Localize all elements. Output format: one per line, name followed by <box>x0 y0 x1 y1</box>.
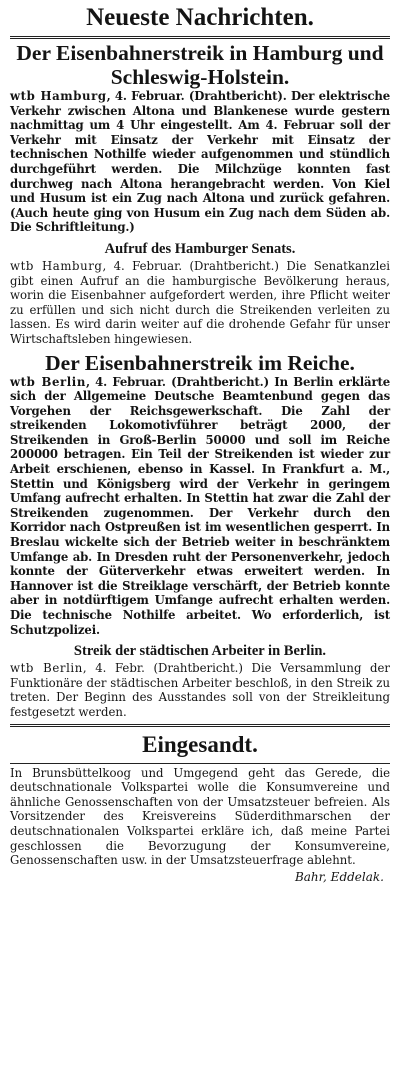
article-headline: Aufruf des Hamburger Senats. <box>104 240 296 257</box>
article-senat <box>10 240 390 347</box>
article-body <box>10 661 390 719</box>
eingesandt-rule <box>10 763 390 764</box>
article-hamburg-strike <box>10 41 390 235</box>
masthead-rule <box>10 36 390 39</box>
dateline-rest: , 4. Februar. (Drahtbericht.) <box>85 374 269 389</box>
signature: Bahr, Eddelak. <box>294 869 384 884</box>
article-headline: Der Eisenbahnerstreik in Hamburg und Schleswig-Holstein. <box>16 41 384 89</box>
eingesandt-body: In Brunsbüttelkoog und Umgegend geht das Gerede, die deutschnationale Volkspartei wolle die Konsumvereine und ähnliche Genossenschaften von der Umsatzsteuer befreien. Als Vorsitzender des Kreisvereins Süderdithmarschen der deutschnationalen Volkspartei erkläre ich, daß meine Partei geschlossen die Bevorzugung der Konsumvereine, Genossenschaften usw. in der Umsatzsteuerfrage ablehnt. <box>10 765 390 868</box>
eingesandt-headline: Eingesandt. <box>142 731 258 757</box>
dateline-rest: , 4. Februar. (Drahtbericht). <box>106 89 287 103</box>
article-body <box>10 259 390 347</box>
article-text: Die Senatkanzlei gibt einen Aufruf an die hamburgische Bevölkerung heraus, worin die Eisenbahner aufgefordert werden, ihre Pflicht weiter zu erfüllen und sich nicht durch die Streikenden verleiten zu lassen. Es wird darin weiter auf die drohende Gefahr für unser Wirtschaftsleben hingewiesen. <box>10 258 390 346</box>
article-berlin-workers <box>10 642 390 719</box>
article-headline: Der Eisenbahnerstreik im Reiche. <box>45 350 355 375</box>
article-body <box>10 89 390 235</box>
article-text: Der elektrische Verkehr zwischen Altona und Blankenese wurde gestern nachmittag um 4 Uhr eingestellt. Am 4. Februar soll der Verkehr mit Einsatz der Verkehr mit Einsatz der technischen Nothilfe wieder aufgenommen und stündlich durchgeführt werden. Die Milchzüge konnten fast durchweg nach Altona herangebracht werden. Von Kiel und Husum ist ein Zug nach Altona und zurück gefahren. (Auch heute ging von Husum ein Zug nach dem Süden ab. Die Schriftleitung.) <box>10 89 390 235</box>
dateline-place: wtb Berlin <box>10 661 83 676</box>
masthead: Neueste Nachrichten. <box>86 4 314 31</box>
dateline-place: wtb Hamburg <box>10 89 107 103</box>
article-body <box>10 375 390 638</box>
article-headline: Streik der städtischen Arbeiter in Berlin. <box>73 643 327 660</box>
dateline-rest: , 4. Februar. (Drahtbericht.) <box>102 258 279 273</box>
dateline-rest: , 4. Febr. (Drahtbericht.) <box>82 661 243 676</box>
article-text: In Berlin erklärte sich der Allgemeine Deutsche Beamtenbund gegen das Vorgehen der Reichsgewerkschaft. Die Zahl der streikenden Lokomotivführer beträgt 2000, der Streikenden in Groß-Berlin 50000 und soll im Reiche 200000 betragen. Ein Teil der Streikenden ist wieder zur Arbeit erschienen, ebenso in Kassel. In Frankfurt a. M., Stettin und Königsberg wird der Verkehr in geringem Umfang aufrecht erhalten. In Stettin hat zwar die Zahl der Streikenden zugenommen. Der Verkehr durch den Korridor nach Ostpreußen ist im wesentlichen gesperrt. In Breslau wickelte sich der Betrieb weiter in beschränktem Umfange ab. In Dresden ruht der Personenverkehr, jedoch konnte der Güterverkehr etwas erweitert werden. In Hannover ist die Streiklage verschärft, der Betrieb konnte aber in notdürftigem Umfange aufrecht erhalten werden. Die technische Nothilfe arbeitet. Wo erforderlich, ist Schutzpolizei. <box>10 374 390 637</box>
article-reich-strike <box>10 351 390 638</box>
eingesandt-section <box>10 731 390 885</box>
dateline-place: wtb Berlin <box>10 374 86 389</box>
dateline-place: wtb Hamburg <box>10 258 103 273</box>
article-text: Die Versammlung der Funktionäre der städtischen Arbeiter beschloß, in den Streik zu treten. Der Beginn des Ausstandes soll von der Streikleitung festgesetzt werden. <box>10 661 391 719</box>
section-divider <box>10 724 390 727</box>
